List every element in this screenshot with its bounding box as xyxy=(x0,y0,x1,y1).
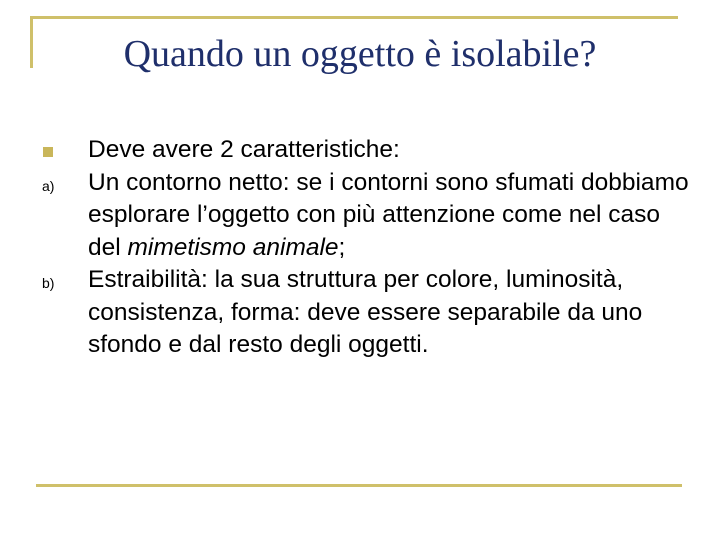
frame-bottom-line xyxy=(36,484,682,487)
frame-left-line xyxy=(30,16,33,68)
bullet-text-a-part1: Un contorno netto: se i contorni sono sfumati dobbiamo esplorare l’oggetto con più attenzione come nel caso del xyxy=(88,168,689,261)
slide-body xyxy=(40,134,690,362)
bullet-text-a-emphasis: mimetismo animale xyxy=(127,233,339,261)
list-marker-a-label: a) xyxy=(42,177,55,194)
bullet-text-b: Estraibilità: la sua struttura per colore, luminosità, consistenza, forma: deve essere separabile da uno sfondo e dal resto degli oggetti. xyxy=(88,266,643,358)
slide-title: Quando un oggetto è isolabile? xyxy=(123,33,597,75)
bullet-item-1 xyxy=(40,134,690,167)
frame-top-line xyxy=(30,16,678,19)
list-marker-b-label: b) xyxy=(42,275,55,291)
bullet-text-a-part2: ; xyxy=(338,233,346,261)
bullet-item-b xyxy=(40,264,690,362)
square-bullet-icon xyxy=(40,134,80,166)
bullet-text-a xyxy=(88,169,689,261)
bullet-item-a xyxy=(40,167,690,265)
list-marker-a xyxy=(40,167,80,199)
list-marker-b xyxy=(40,264,80,296)
bullet-text-1: Deve avere 2 caratteristiche: xyxy=(88,136,400,163)
